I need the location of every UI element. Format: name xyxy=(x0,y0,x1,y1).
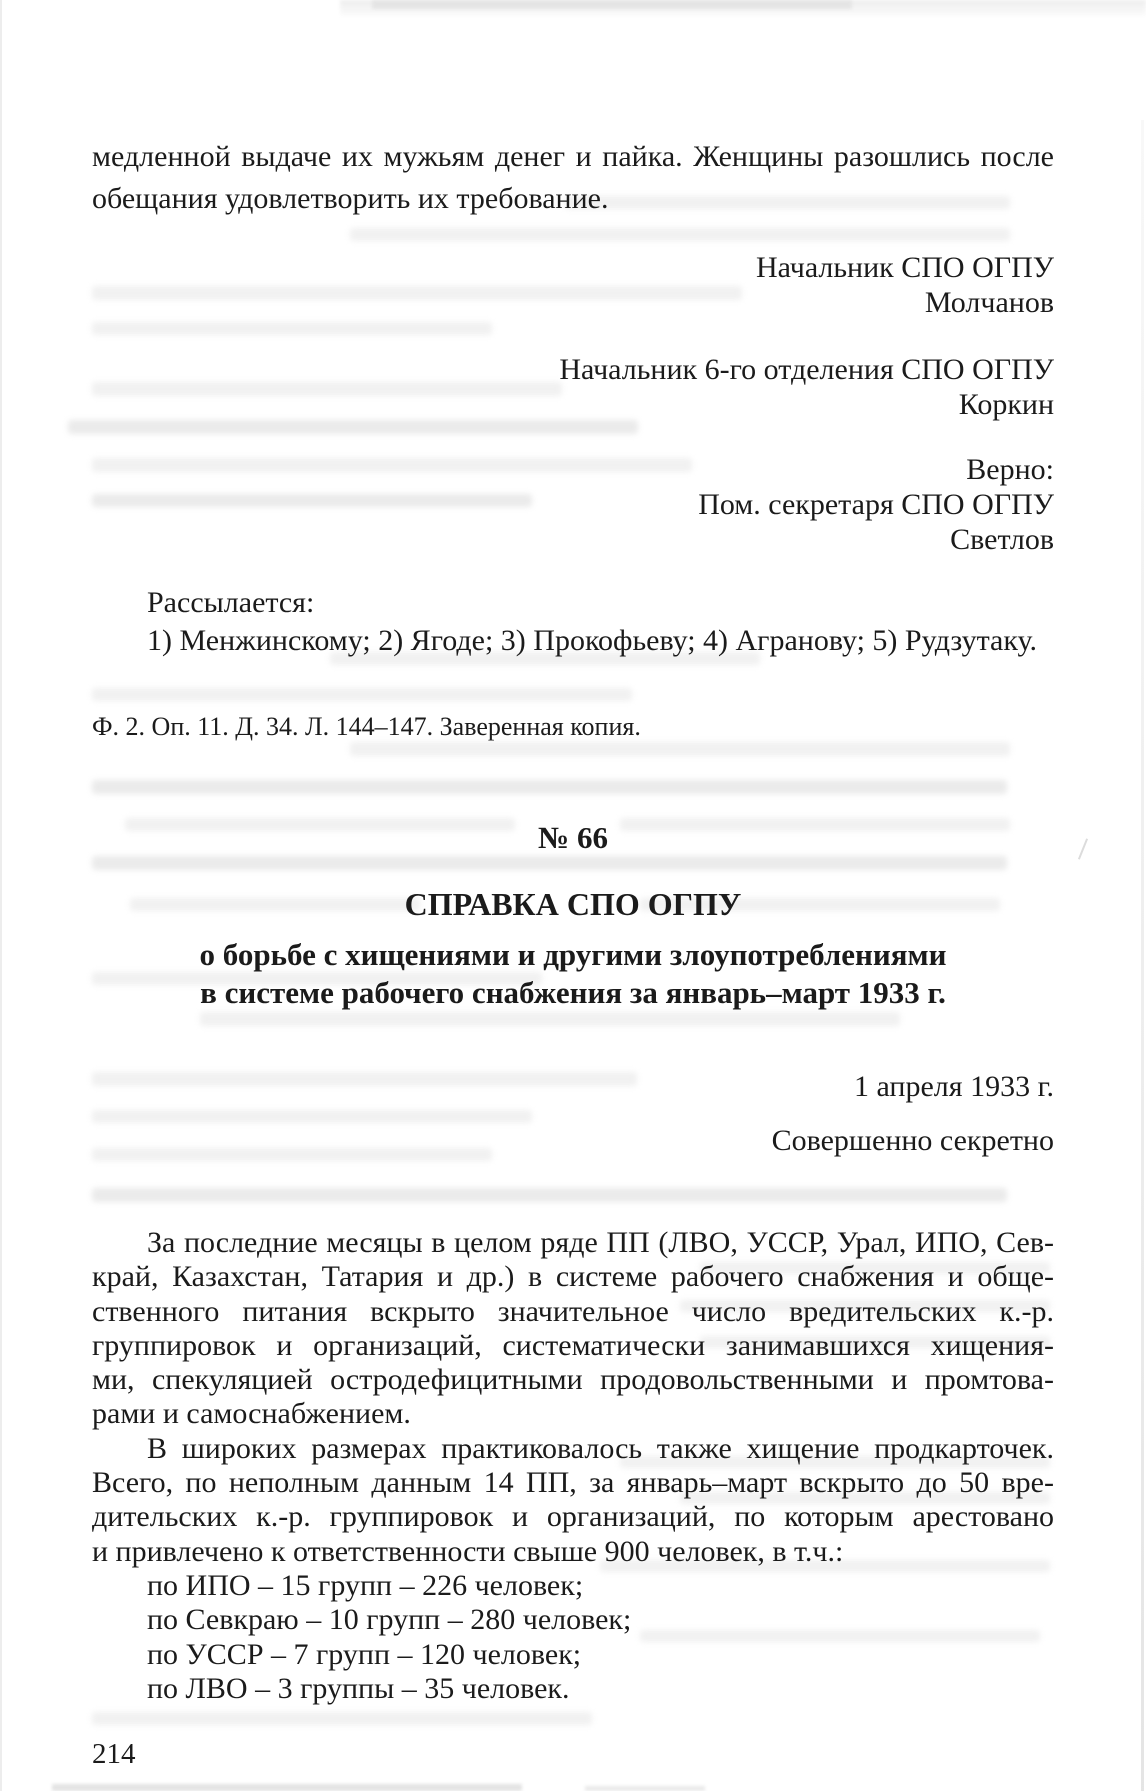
bleed-through-artifact xyxy=(68,420,638,434)
bleed-through-artifact xyxy=(200,1012,900,1026)
body-line: ми, спекуляцией остродефицитными продовольственными и промтова- xyxy=(92,1363,1054,1397)
body-line: дительских к.-р. группировок и организаций, по которым арестовано xyxy=(92,1500,1054,1534)
signature-title: Начальник СПО ОГПУ xyxy=(755,251,1054,284)
bleed-through-artifact xyxy=(350,228,1010,241)
scan-artifact-bottom xyxy=(52,1784,522,1791)
distribution-list: 1) Менжинскому; 2) Ягоде; 3) Прокофьеву; 4) Агранову; 5) Рудзутаку. xyxy=(147,624,1038,657)
previous-document-ending xyxy=(92,136,1054,220)
text-line: медленной выдаче их мужьям денег и пайка. Женщины разошлись после xyxy=(92,140,1054,173)
body-line: край, Казахстан, Татария и др.) в системе рабочего снабжения и обще- xyxy=(92,1260,1054,1294)
body-line: и привлечено к ответственности свыше 900 человек, в т.ч.: xyxy=(92,1534,844,1568)
signature-title: Начальник 6-го отделения СПО ОГПУ xyxy=(559,353,1054,386)
document-number: № 66 xyxy=(538,820,608,855)
subtitle-line: в системе рабочего снабжения за январь–март 1933 г. xyxy=(200,975,946,1010)
signature-block xyxy=(92,250,1054,320)
body-line: группировок и организаций, систематически занимавшихся хищения- xyxy=(92,1328,1054,1362)
document-date: 1 апреля 1933 г. xyxy=(854,1070,1054,1103)
bleed-through-artifact xyxy=(92,688,632,701)
classification-label: Совершенно секретно xyxy=(771,1124,1054,1157)
bleed-through-artifact xyxy=(92,1110,532,1123)
subtitle-line: о борьбе с хищениями и другими злоупотреблениями xyxy=(199,937,947,972)
certification-title: Пом. секретаря СПО ОГПУ xyxy=(698,488,1054,521)
distribution-label: Рассылается: xyxy=(147,586,315,619)
certification-verno: Верно: xyxy=(966,453,1054,486)
body-line: Всего, по неполным данным 14 ПП, за январь–март вскрыто до 50 вре- xyxy=(92,1466,1054,1500)
stat-line: по УССР – 7 групп – 120 человек; xyxy=(147,1637,582,1671)
scan-edge-right xyxy=(1141,120,1144,1791)
document-body xyxy=(92,1226,1054,1706)
bleed-through-artifact xyxy=(92,780,1007,794)
bleed-through-artifact xyxy=(92,856,1007,870)
scan-edge-left xyxy=(0,0,2,1791)
bleed-through-artifact xyxy=(92,1188,1007,1202)
document-title: СПРАВКА СПО ОГПУ xyxy=(404,886,742,922)
text-line: обещания удовлетворить их требование. xyxy=(92,182,609,215)
body-line: рами и самоснабжением. xyxy=(92,1397,411,1431)
stat-line: по ИПО – 15 групп – 226 человек; xyxy=(147,1568,584,1602)
body-line: ственного питания вскрыто значительное число вредительских к.-р. xyxy=(92,1294,1054,1328)
certification-name: Светлов xyxy=(950,523,1054,556)
certification-block xyxy=(92,452,1054,557)
signature-name: Коркин xyxy=(958,388,1054,421)
scan-artifact-top xyxy=(372,0,852,9)
stat-line: по ЛВО – 3 группы – 35 человек. xyxy=(147,1671,570,1705)
scan-artifact-bottom xyxy=(585,1786,705,1791)
scan-speck xyxy=(1078,838,1088,859)
stat-line: по Севкраю – 10 групп – 280 человек; xyxy=(147,1603,632,1637)
page-number: 214 xyxy=(92,1738,136,1770)
distribution-block xyxy=(147,584,1057,660)
document-subtitle xyxy=(92,936,1054,1012)
body-line: За последние месяцы в целом ряде ПП (ЛВО, УССР, Урал, ИПО, Сев- xyxy=(147,1226,1054,1259)
bleed-through-artifact xyxy=(350,742,1010,756)
bleed-through-artifact xyxy=(92,322,492,335)
signature-name: Молчанов xyxy=(924,286,1054,319)
archive-reference: Ф. 2. Оп. 11. Д. 34. Л. 144–147. Заверенная копия. xyxy=(92,712,641,741)
bleed-through-artifact xyxy=(92,1712,592,1725)
signature-block xyxy=(92,352,1054,422)
body-line: В широких размерах практиковалось также хищение продкарточек. xyxy=(147,1431,1054,1465)
